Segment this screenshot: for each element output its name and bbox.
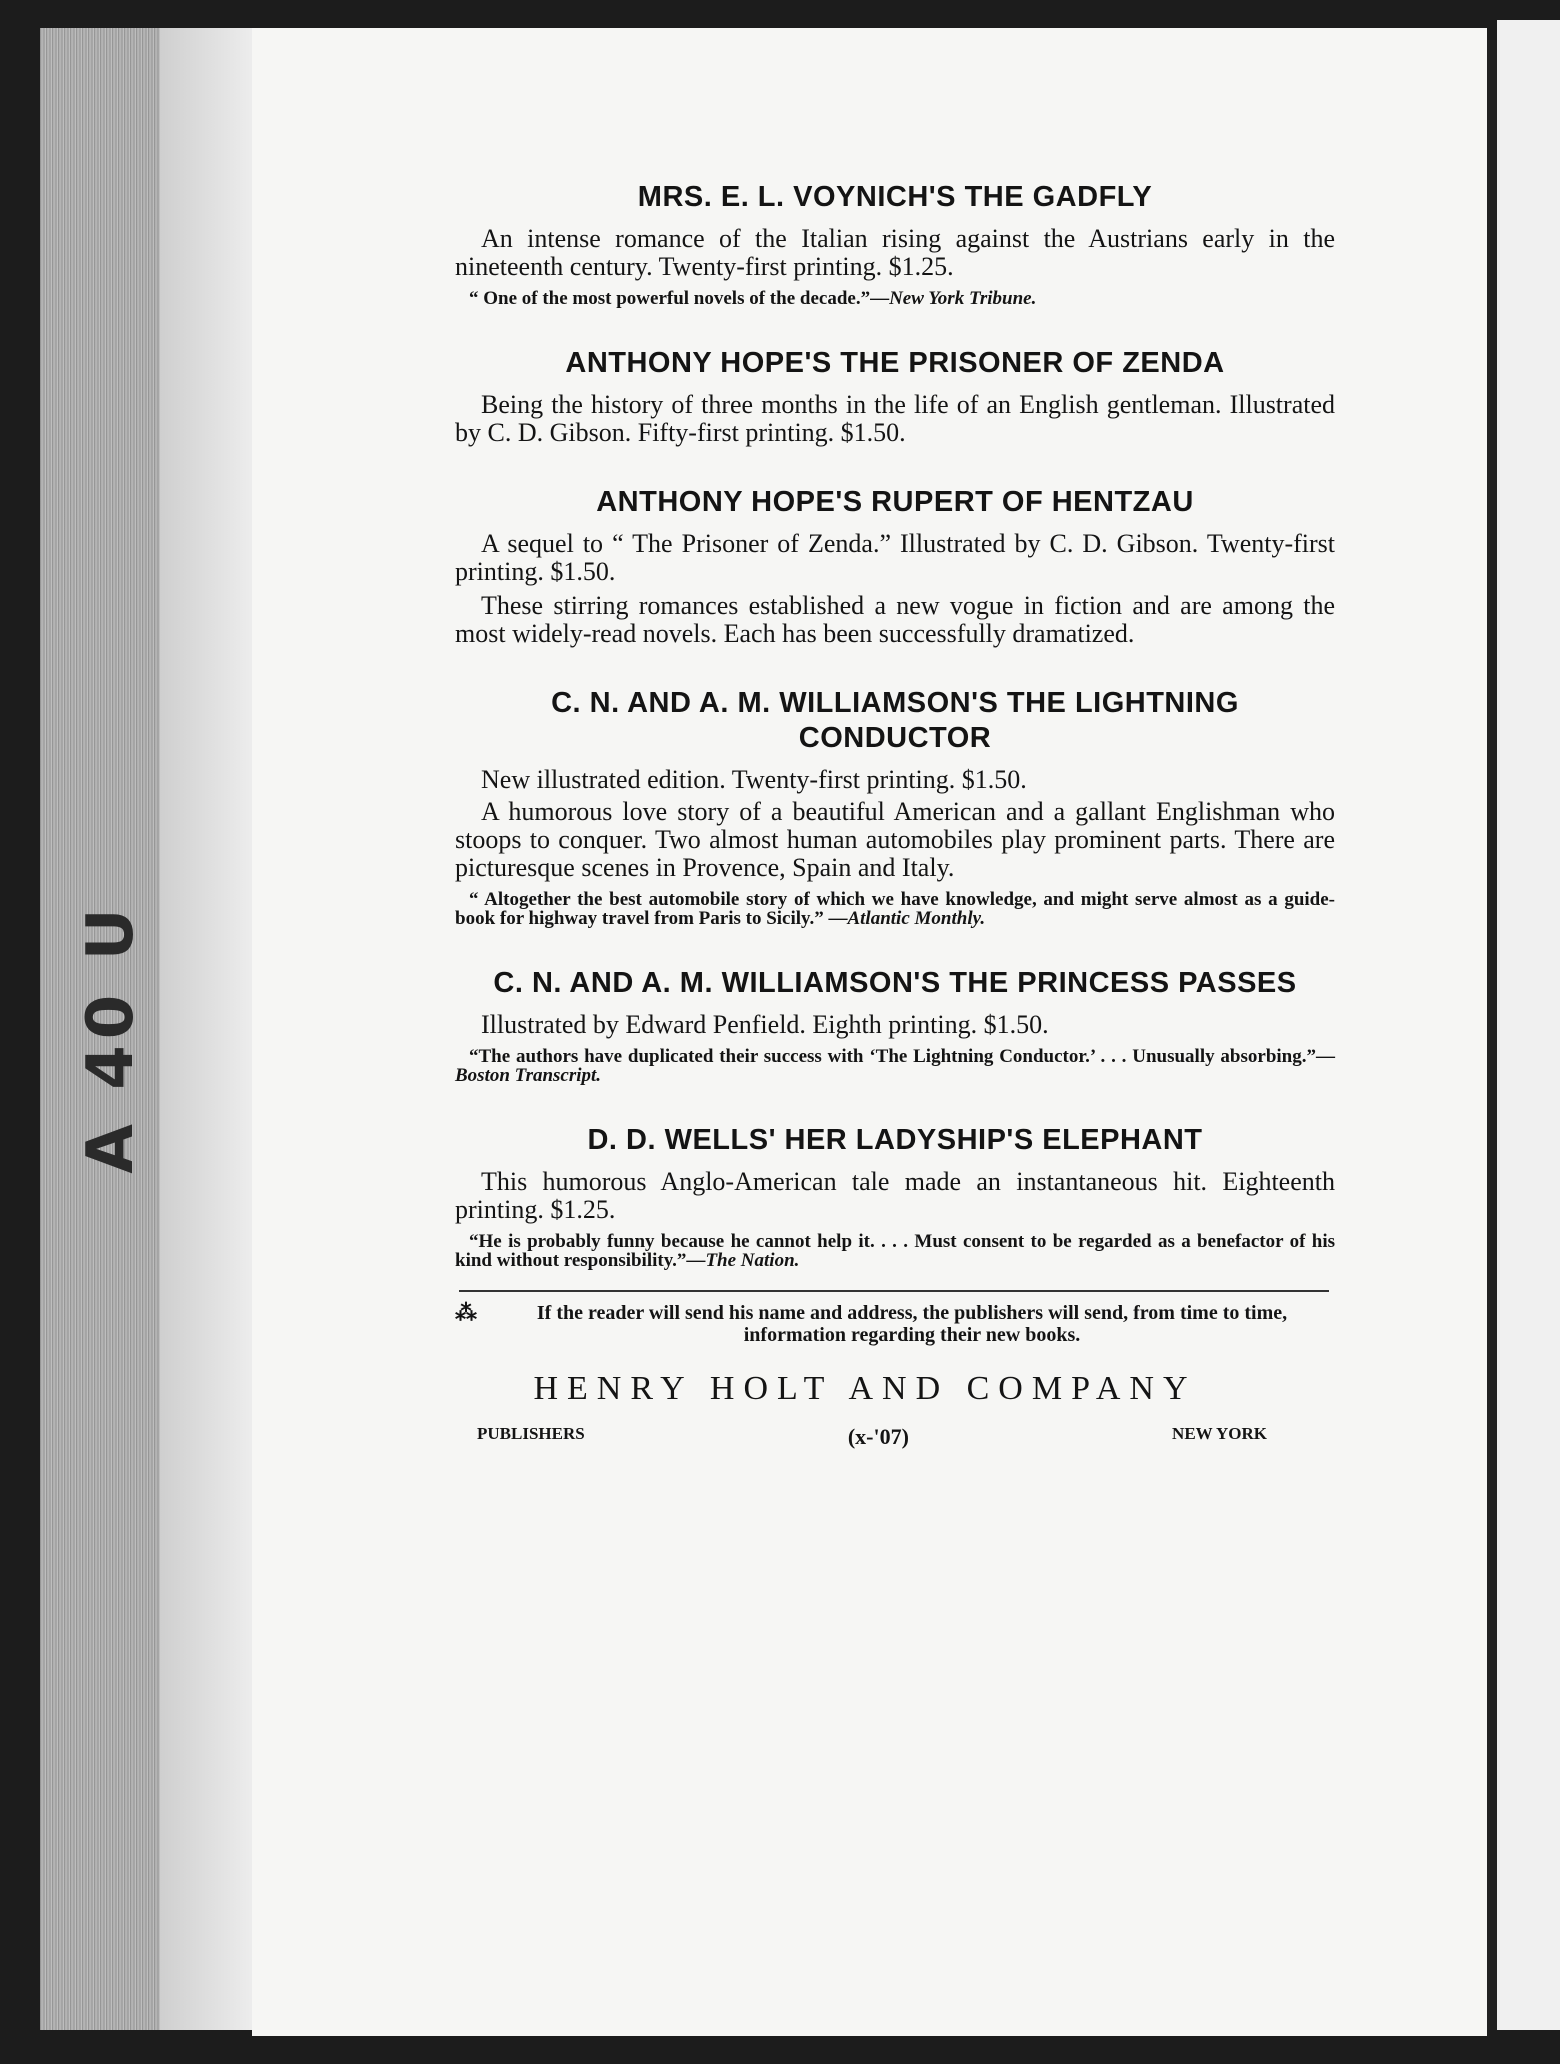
publisher-name: HENRY HOLT AND COMPANY	[533, 1370, 1197, 1407]
entry-description: An intense romance of the Italian rising against the Austrians early in the nineteenth century. Twenty-first printing. $1.25.	[455, 224, 1335, 281]
entry-description: These stirring romances established a new vogue in fiction and are among the most widely-read novels. Each has been successfully dramatized.	[455, 591, 1335, 648]
asterism-icon: ⁂	[455, 1300, 477, 1325]
publisher-notice	[455, 1302, 1335, 1346]
entry-quote	[455, 1047, 1335, 1085]
quote-text: “ Altogether the best automobile story of which we have knowledge, and might serve almost as a guide-book for highway travel from Paris to Sicily.” —	[455, 889, 1335, 929]
entry-quote	[455, 890, 1335, 928]
quote-source: Boston Transcript.	[455, 1065, 602, 1086]
entry-rupert-of-hentzau	[455, 485, 1335, 648]
entry-quote	[455, 289, 1335, 308]
footer-divider	[459, 1290, 1329, 1292]
entry-quote	[455, 1232, 1335, 1270]
imprint-line	[477, 1424, 1267, 1450]
page-edges	[40, 28, 170, 2030]
quote-text: “ One of the most powerful novels of the decade.”—	[469, 288, 890, 309]
entry-title: ANTHONY HOPE'S RUPERT OF HENTZAU	[596, 486, 1194, 518]
entry-title: MRS. E. L. VOYNICH'S THE GADFLY	[637, 181, 1153, 213]
entry-description: A humorous love story of a beautiful American and a gallant Englishman who stoops to conquer. Two almost human automobiles play prominent parts. There are picturesque scenes in Provence, Spain and Italy.	[455, 797, 1335, 882]
imprint-code: (x-'07)	[847, 1424, 909, 1449]
entry-princess-passes	[455, 966, 1335, 1085]
entry-description: This humorous Anglo-American tale made an instantaneous hit. Eighteenth printing. $1.25.	[455, 1167, 1335, 1224]
facing-page-edge	[1497, 20, 1560, 2030]
entry-prisoner-of-zenda	[455, 346, 1335, 447]
page-right-edge	[1487, 40, 1497, 2030]
entry-gadfly	[455, 180, 1335, 308]
entry-lightning-conductor	[455, 686, 1335, 928]
notice-text: If the reader will send his name and address, the publishers will send, from time to time, information regarding their new books.	[536, 1302, 1288, 1346]
entry-description: Being the history of three months in the life of an English gentleman. Illustrated by C. D. Gibson. Fifty-first printing. $1.50.	[455, 390, 1335, 447]
page-gutter	[160, 28, 260, 2030]
quote-source: The Nation.	[705, 1250, 800, 1271]
quote-source: New York Tribune.	[889, 288, 1037, 309]
entry-ladyships-elephant	[455, 1123, 1335, 1270]
imprint-city: NEW YORK	[1172, 1424, 1267, 1443]
entry-title: C. N. AND A. M. WILLIAMSON'S THE PRINCESS PASSES	[493, 967, 1297, 999]
entry-description: New illustrated edition. Twenty-first printing. $1.50.	[481, 765, 1027, 794]
entry-description: Illustrated by Edward Penfield. Eighth printing. $1.50.	[481, 1010, 1049, 1039]
entry-title: ANTHONY HOPE'S THE PRISONER OF ZENDA	[565, 347, 1225, 379]
entry-title: C. N. AND A. M. WILLIAMSON'S THE LIGHTNING CONDUCTOR	[551, 687, 1239, 754]
imprint-publishers: PUBLISHERS	[477, 1424, 585, 1443]
advertisement-content	[455, 180, 1335, 1450]
entry-description: A sequel to “ The Prisoner of Zenda.” Illustrated by C. D. Gibson. Twenty-first printing. $1.50.	[455, 529, 1335, 586]
entry-title: D. D. WELLS' HER LADYSHIP'S ELEPHANT	[587, 1124, 1203, 1156]
quote-text: “He is probably funny because he cannot help it. . . . Must consent to be regarded as a benefactor of his kind without responsibility.”—	[455, 1231, 1335, 1271]
quote-source: Atlantic Monthly.	[847, 908, 986, 929]
edge-stamp: A 40 U	[74, 902, 148, 1174]
quote-text: “The authors have duplicated their success with ‘The Lightning Conductor.’ . . . Unusually absorbing.”—	[469, 1046, 1335, 1067]
